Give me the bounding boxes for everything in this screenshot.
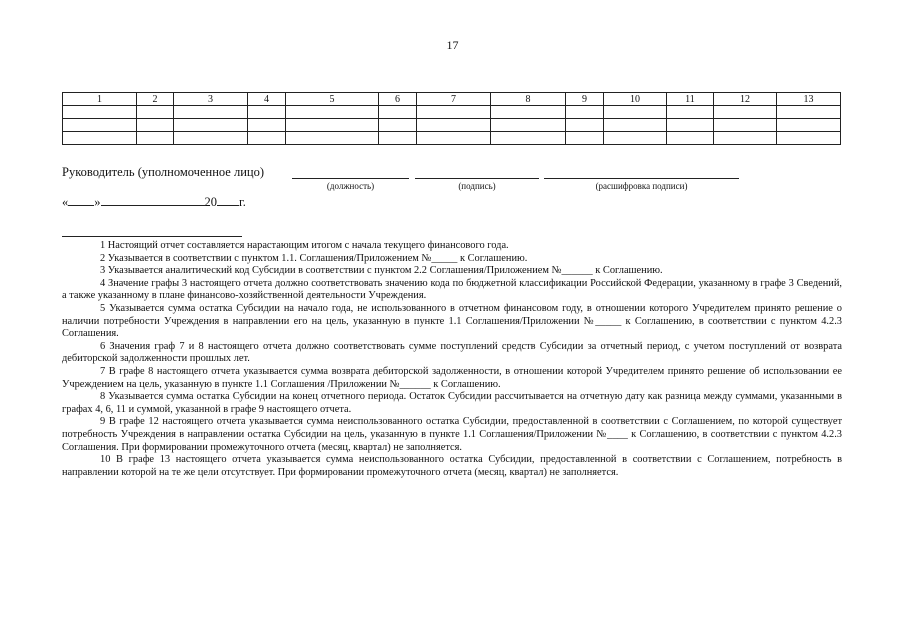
position-caption: (должность) xyxy=(326,181,375,191)
table-cell xyxy=(491,106,566,119)
position-line xyxy=(292,178,409,179)
footnote-separator xyxy=(62,236,242,237)
column-header: 9 xyxy=(566,93,604,106)
table-cell xyxy=(286,119,379,132)
table-cell xyxy=(417,106,491,119)
table-header-row xyxy=(63,93,841,106)
table-cell xyxy=(777,132,841,145)
footnote: 8 Указывается сумма остатка Субсидии на конец отчетного периода. Остаток Субсидии рассчитывается на отчетную дату как разница между суммами, указанными в графах 4, 6, 11 и суммой, указанной в графе 9 настоящего отчета. xyxy=(62,391,842,415)
table-cell xyxy=(63,119,137,132)
column-header: 13 xyxy=(777,93,841,106)
footnote: 3 Указывается аналитический код Субсидии в соответствии с пунктом 2.2 Соглашения/Приложением №______ к Соглашению. xyxy=(100,265,663,277)
footnote: 9 В графе 12 настоящего отчета указывается сумма неиспользованного остатка Субсидии, предоставленной в соответствии с Соглашением, по которой существует потребность Учреждения в направлении остатка Субсидии на цель, указанную в пункте 1.1 Соглашения/Приложении №____ к Соглашению, в соответствии с пунктом 4.2.3 Соглашения. При формировании промежуточного отчета (месяц, квартал) не заполняется. xyxy=(62,416,842,453)
table-cell xyxy=(714,132,777,145)
table-cell xyxy=(286,106,379,119)
table-row xyxy=(63,106,841,119)
column-header: 8 xyxy=(491,93,566,106)
table-cell xyxy=(248,106,286,119)
column-header: 5 xyxy=(286,93,379,106)
table-cell xyxy=(248,119,286,132)
table-cell xyxy=(604,119,667,132)
table-cell xyxy=(174,132,248,145)
table-cell xyxy=(667,119,714,132)
date-line xyxy=(62,194,246,210)
month-blank xyxy=(101,194,205,206)
table-cell xyxy=(566,119,604,132)
table-cell xyxy=(417,119,491,132)
column-header: 1 xyxy=(63,93,137,106)
footnote: 7 В графе 8 настоящего отчета указывается сумма возврата дебиторской задолженности, в отношении которой Учредителем принято решение об использовании ее Учреждением на цель, указанную в пункте 1.1 Соглашения /Приложении №______ к Соглашению. xyxy=(62,365,842,390)
column-header: 11 xyxy=(667,93,714,106)
report-table xyxy=(62,92,841,145)
table-cell xyxy=(604,106,667,119)
table-cell xyxy=(491,119,566,132)
table-cell xyxy=(604,132,667,145)
table-cell xyxy=(667,106,714,119)
table-row xyxy=(63,119,841,132)
table-cell xyxy=(714,106,777,119)
year-suffix: г. xyxy=(239,195,246,209)
open-quote: « xyxy=(62,195,69,209)
table-cell xyxy=(777,119,841,132)
table-cell xyxy=(63,106,137,119)
page-number: 17 xyxy=(446,38,459,52)
column-header: 4 xyxy=(248,93,286,106)
table-cell xyxy=(137,106,174,119)
table-cell xyxy=(566,106,604,119)
table-cell xyxy=(491,132,566,145)
column-header: 6 xyxy=(379,93,417,106)
name-line xyxy=(544,178,739,179)
table-cell xyxy=(248,132,286,145)
footnote: 5 Указывается сумма остатка Субсидии на начало года, не использованного в отчетном финансовом году, в отношении которого Учредителем принято решение о наличии потребности Учреждения в направлении его на цель, указанную в пункте 1.1 Соглашения/Приложении №_____ к Соглашению, в соответствии с пунктом 4.2.3 Соглашения. xyxy=(62,302,842,340)
year-prefix: 20 xyxy=(204,195,217,209)
name-caption: (расшифровка подписи) xyxy=(595,181,688,191)
year-blank xyxy=(217,194,239,206)
signature-caption: (подпись) xyxy=(458,181,496,191)
table-cell xyxy=(379,132,417,145)
column-header: 12 xyxy=(714,93,777,106)
table-cell xyxy=(63,132,137,145)
table-cell xyxy=(667,132,714,145)
signature-label: Руководитель (уполномоченное лицо) xyxy=(62,165,265,179)
table-cell xyxy=(417,132,491,145)
column-header: 3 xyxy=(174,93,248,106)
table-cell xyxy=(174,106,248,119)
footnote: 4 Значение графы 3 настоящего отчета должно соответствовать значению кода по бюджетной классификации Российской Федерации, указанному в графе 3 Сведений, а также указанному в плане финансово-хозяйственной деятельности Учреждения. xyxy=(62,277,842,302)
table-cell xyxy=(379,119,417,132)
day-blank xyxy=(68,194,94,206)
table-cell xyxy=(566,132,604,145)
column-header: 7 xyxy=(417,93,491,106)
table-cell xyxy=(137,119,174,132)
table-cell xyxy=(714,119,777,132)
table-row xyxy=(63,132,841,145)
footnote: 10 В графе 13 настоящего отчета указывается сумма неиспользованного остатка Субсидии, предоставленной в соответствии с Соглашением, потребность в направлении которой на те же цели отсутствует. При формировании промежуточного отчета (месяц, квартал) не заполняется. xyxy=(62,454,842,478)
table-cell xyxy=(174,119,248,132)
column-header: 2 xyxy=(137,93,174,106)
footnote: 6 Значения граф 7 и 8 настоящего отчета должно соответствовать сумме поступлений средств Субсидии за отчетный период, с учетом поступлений от возврата дебиторской задолженности прошлых лет. xyxy=(62,340,842,365)
signature-line xyxy=(415,178,539,179)
footnotes xyxy=(62,240,842,479)
close-quote: » xyxy=(94,195,101,209)
footnote: 2 Указывается в соответствии с пунктом 1.1. Соглашения/Приложением №_____ к Соглашению. xyxy=(100,252,528,264)
table-cell xyxy=(286,132,379,145)
column-header: 10 xyxy=(604,93,667,106)
table-cell xyxy=(379,106,417,119)
table-cell xyxy=(137,132,174,145)
footnote: 1 Настоящий отчет составляется нарастающим итогом с начала текущего финансового года. xyxy=(100,240,509,251)
table-cell xyxy=(777,106,841,119)
